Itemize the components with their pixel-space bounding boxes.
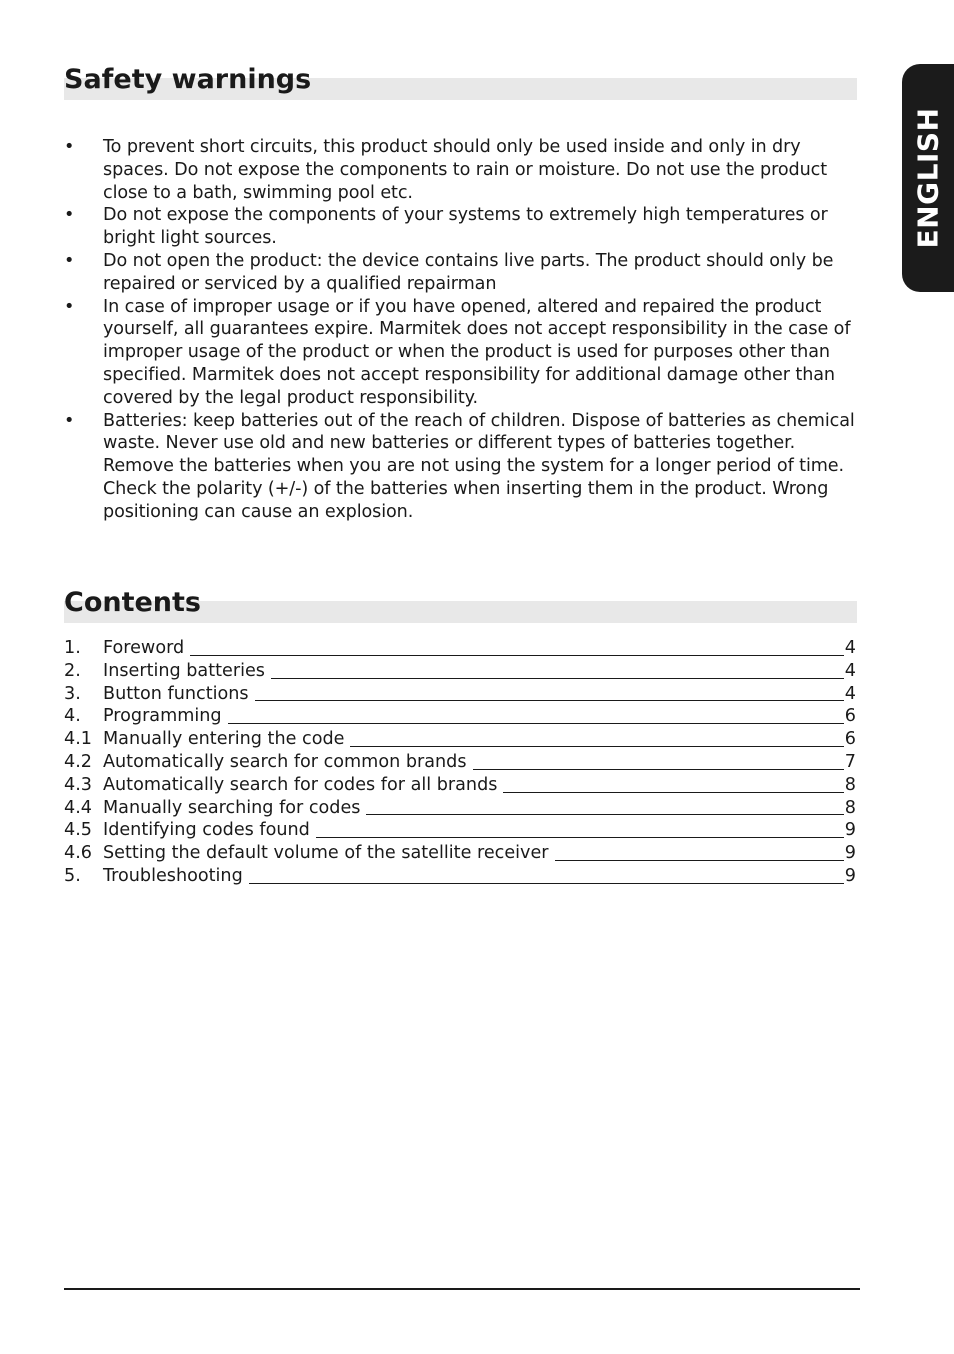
toc-title: Foreword [103, 638, 185, 658]
list-item-text: Batteries: keep batteries out of the reach of children. Dispose of batteries as chemical waste. Never use old and new batteries or different types of batteries together. Remove the batteries when you are not using the system for a longer period of time. Check the polarity (+/-) of the batteries when inserting them in the product. Wrong positioning can cause an explosion. [103, 410, 855, 522]
toc-title: Troubleshooting [103, 865, 243, 886]
toc-number: 3. [64, 683, 81, 704]
toc-entry[interactable] [64, 774, 856, 797]
toc-number: 4.5 [64, 820, 92, 841]
toc-entry[interactable] [64, 660, 856, 683]
contents-title: Contents [64, 587, 202, 618]
toc-number: 4.1 [64, 729, 92, 750]
toc-title: Identifying codes found [103, 820, 310, 841]
list-item-text: Do not open the product: the device contains live parts. The product should only be repaired or serviced by a qualified repairman [103, 250, 834, 294]
toc-title: Setting the default volume of the satellite receiver [103, 843, 549, 864]
list-item [64, 204, 859, 250]
toc-page-number: 7 [844, 751, 856, 772]
toc-title: Programming [103, 706, 222, 727]
toc-page-number: 9 [844, 843, 856, 864]
bullet-icon: • [64, 205, 75, 226]
footer-divider [64, 1288, 860, 1290]
toc-number: 4.3 [64, 774, 92, 795]
toc-entry[interactable] [64, 637, 856, 660]
toc-number: 1. [64, 638, 81, 658]
toc-entry[interactable] [64, 751, 856, 774]
toc-entry[interactable] [64, 865, 856, 888]
list-item [64, 250, 859, 296]
toc-entry[interactable] [64, 705, 856, 728]
toc-leader-line [316, 836, 844, 838]
safety-warnings-title: Safety warnings [64, 64, 312, 95]
list-item-text: Do not expose the components of your systems to extremely high temperatures or bright light sources. [103, 205, 828, 249]
toc-number: 4.2 [64, 751, 92, 772]
bullet-icon: • [64, 296, 75, 317]
toc-leader-line [350, 745, 843, 747]
toc-number: 5. [64, 865, 81, 886]
toc-entry[interactable] [64, 842, 856, 865]
toc-page-number: 6 [844, 729, 856, 750]
toc-leader-line [503, 791, 843, 793]
toc-page-number: 8 [844, 774, 856, 795]
toc-entry[interactable] [64, 683, 856, 706]
list-item-text: To prevent short circuits, this product should only be used inside and only in dry spaces. Do not expose the components to rain or moisture. Do not use the product close to a bath, swimming pool etc. [103, 137, 828, 203]
toc-page-number: 4 [844, 660, 856, 681]
safety-warnings-header [64, 64, 857, 100]
list-item [64, 136, 859, 204]
toc-leader-line [255, 699, 844, 701]
toc-entry[interactable] [64, 819, 856, 842]
toc-leader-line [366, 813, 843, 815]
toc-leader-line [271, 677, 844, 679]
list-item-text: In case of improper usage or if you have opened, altered and repaired the product yourself, all guarantees expire. Marmitek does not accept responsibility in the case of improper usage of the product or when the product is used for purposes other than specified. Marmitek does not accept responsibility for additional damage other than covered by the legal product responsibility. [103, 296, 851, 408]
toc-page-number: 9 [844, 820, 856, 841]
table-of-contents [64, 637, 856, 888]
toc-page-number: 4 [844, 638, 856, 658]
toc-leader-line [555, 859, 844, 861]
toc-entry[interactable] [64, 728, 856, 751]
language-tab [902, 64, 954, 292]
contents-header [64, 587, 857, 623]
language-tab-label: ENGLISH [911, 107, 945, 249]
toc-title: Automatically search for codes for all brands [103, 774, 498, 795]
toc-title: Inserting batteries [103, 660, 265, 681]
toc-number: 4.4 [64, 797, 92, 818]
toc-page-number: 9 [844, 865, 856, 886]
bullet-icon: • [64, 137, 75, 157]
toc-number: 4. [64, 706, 81, 727]
bullet-icon: • [64, 410, 75, 431]
toc-number: 2. [64, 660, 81, 681]
toc-title: Automatically search for common brands [103, 751, 467, 772]
toc-title: Manually searching for codes [103, 797, 361, 818]
bullet-icon: • [64, 250, 75, 271]
toc-entry[interactable] [64, 797, 856, 820]
list-item [64, 296, 859, 410]
toc-leader-line [228, 722, 844, 724]
toc-title: Button functions [103, 683, 249, 704]
toc-page-number: 8 [844, 797, 856, 818]
safety-warnings-list [64, 136, 859, 524]
toc-leader-line [473, 768, 844, 770]
toc-page-number: 6 [844, 706, 856, 727]
toc-leader-line [249, 882, 844, 884]
toc-title: Manually entering the code [103, 729, 345, 750]
list-item [64, 410, 859, 524]
toc-page-number: 4 [844, 683, 856, 704]
toc-leader-line [190, 654, 844, 656]
toc-number: 4.6 [64, 843, 92, 864]
